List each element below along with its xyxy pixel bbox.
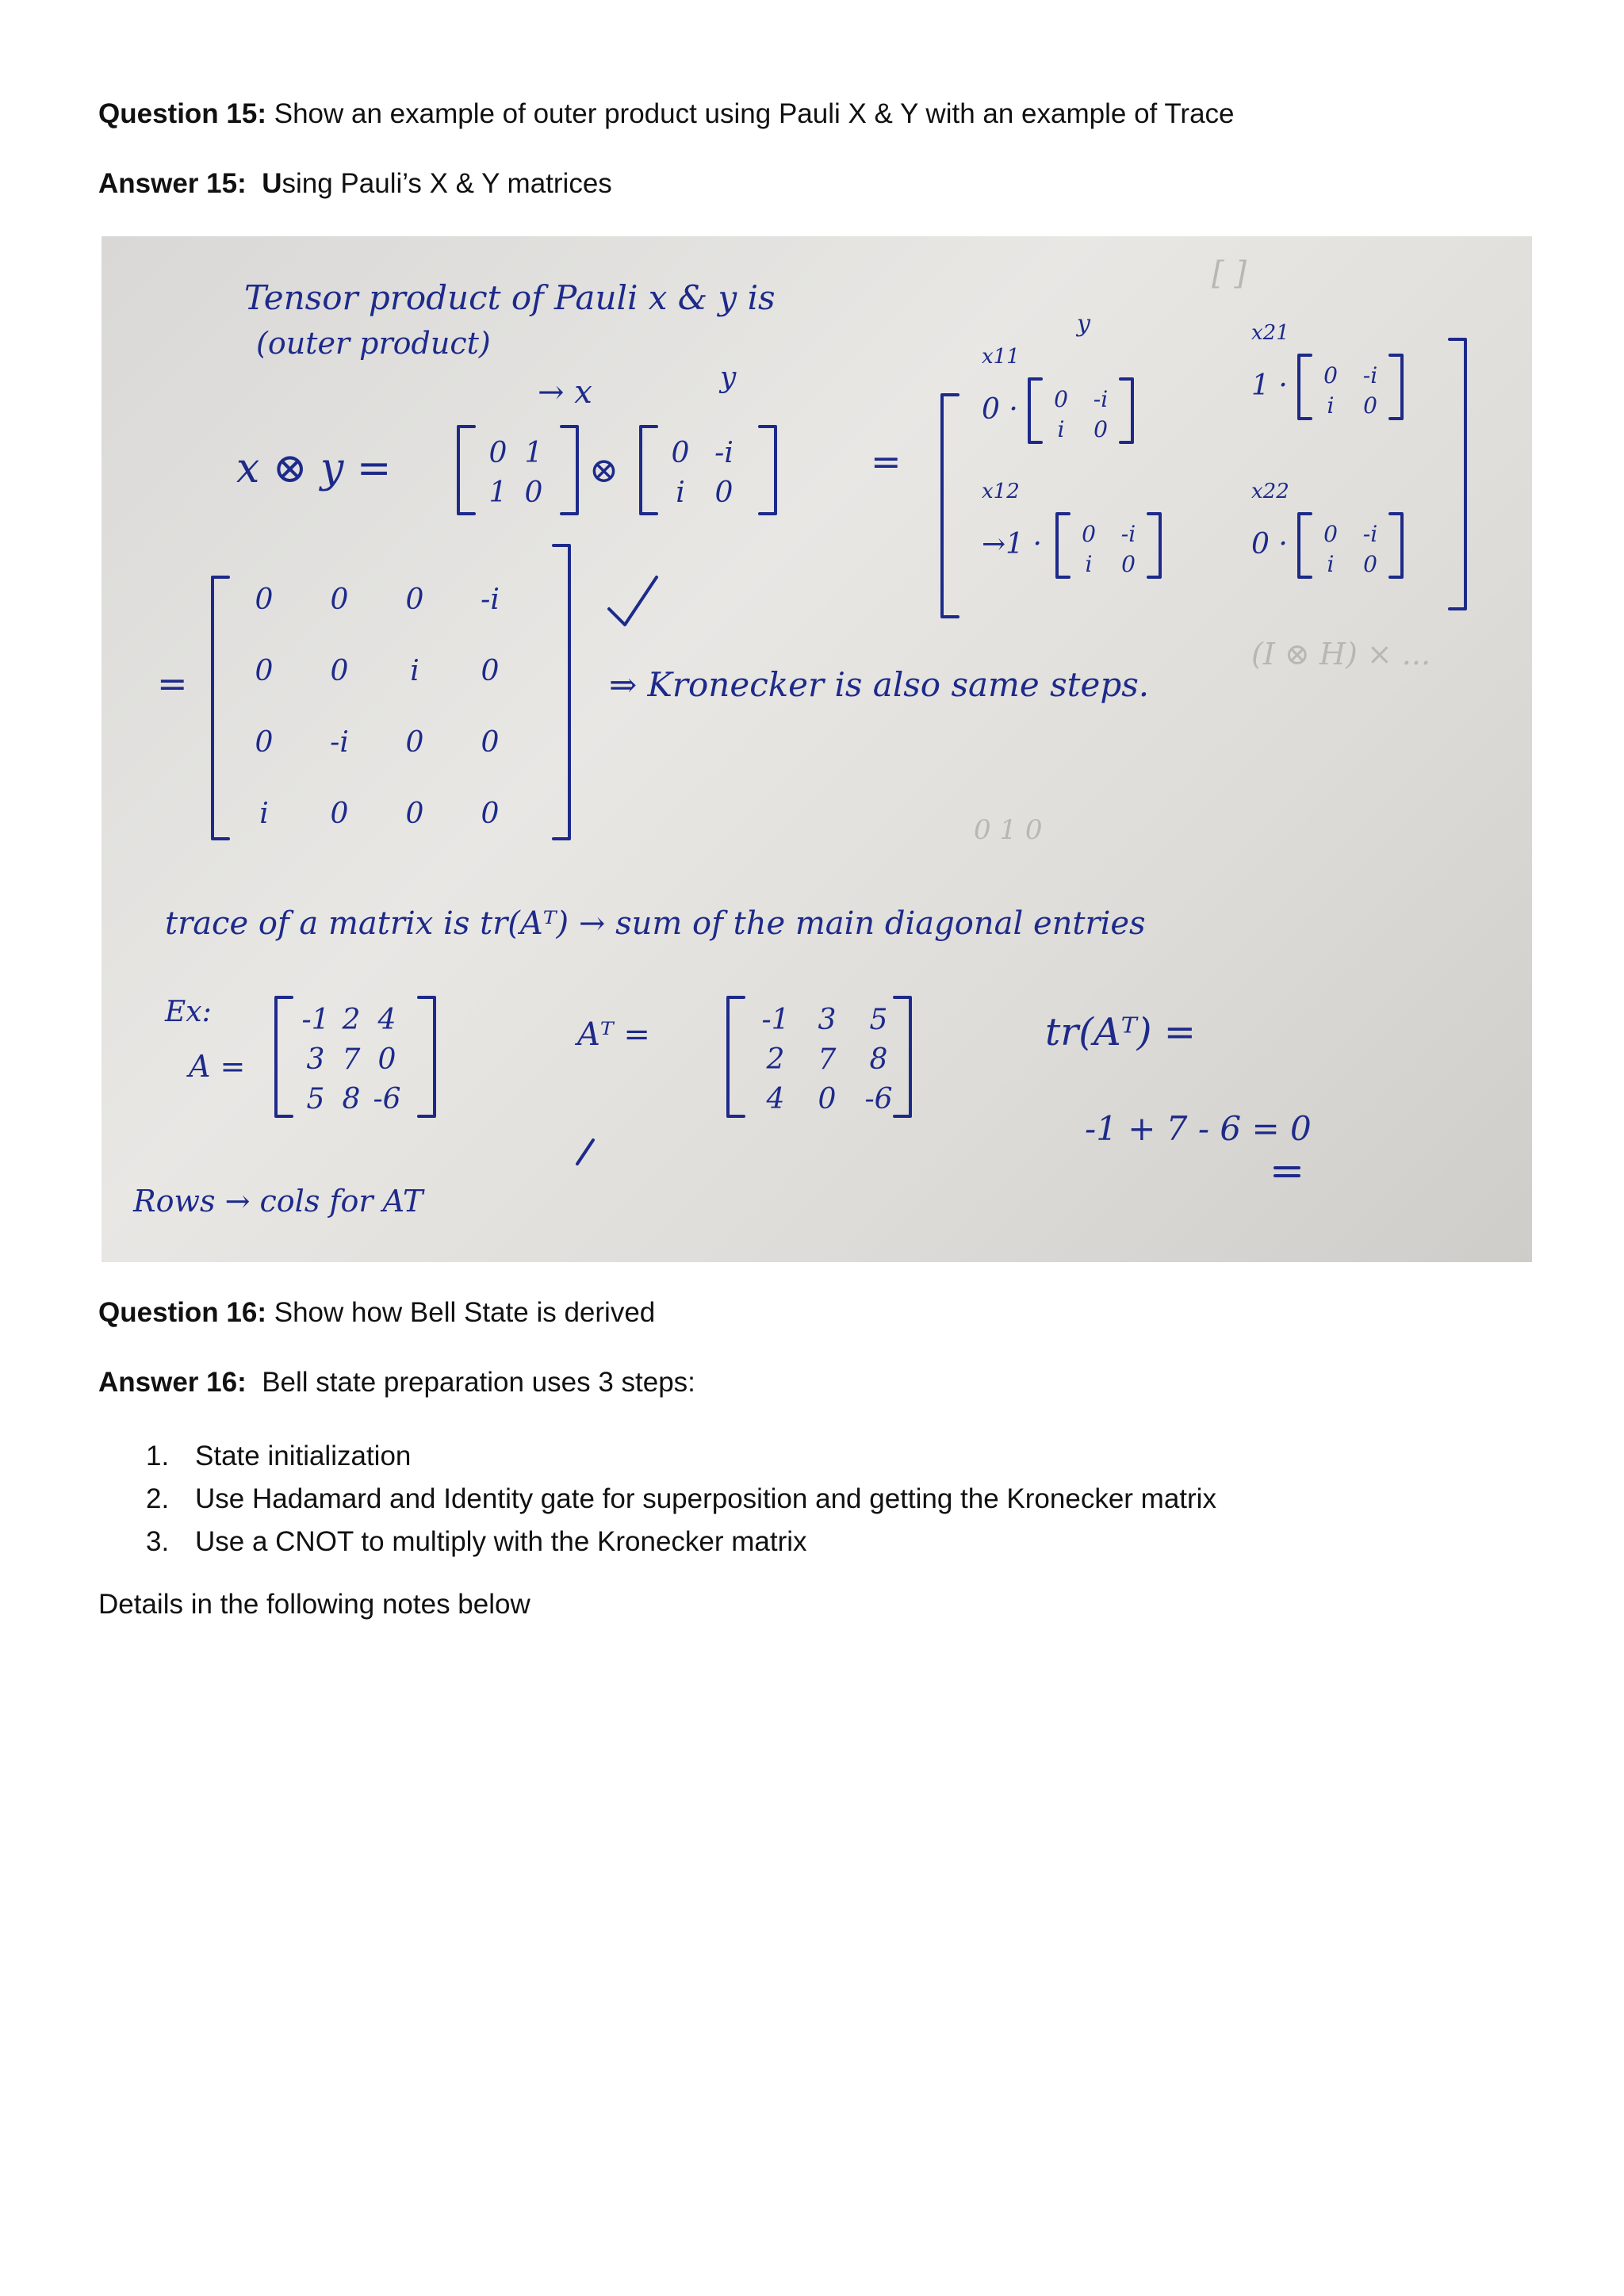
matrix-cell: 0 — [818, 1083, 837, 1115]
list-item — [146, 1521, 1216, 1563]
matrix-cell: -i — [481, 584, 500, 616]
matrix-cell: -6 — [373, 1083, 401, 1115]
matrix-a-label: A = — [189, 1049, 246, 1084]
matrix-cell: 0 — [524, 476, 543, 509]
matrix-cell: i — [1085, 551, 1093, 577]
matrix-at-bracket-left — [728, 997, 744, 1116]
note-heading-line2: (outer product) — [256, 326, 491, 361]
bell-state-steps — [146, 1435, 1216, 1563]
ghost-mark: [ ] — [1212, 255, 1247, 292]
matrix-cell: -1 — [301, 1004, 330, 1036]
matrix-cell: 0 — [1323, 521, 1338, 547]
step-text: Use a CNOT to multiply with the Kronecker matrix — [195, 1526, 807, 1557]
matrix-cell: -i — [330, 726, 349, 759]
label-y: y — [720, 362, 737, 394]
question-15 — [98, 97, 1235, 132]
matrix-cell: -i — [714, 437, 733, 469]
pauli-x-matrix — [489, 437, 543, 509]
matrix-cell: -i — [1362, 521, 1378, 547]
matrix-cell: -6 — [864, 1083, 893, 1115]
matrix-cell: 0 — [671, 437, 690, 469]
tensor-symbol: ⊗ — [589, 450, 619, 491]
matrix-cell: 0 — [1121, 551, 1136, 577]
matrix-cell: 3 — [306, 1043, 325, 1076]
matrix-cell: 4 — [377, 1004, 396, 1036]
note-heading-line1: Tensor product of Pauli x & y is — [244, 278, 776, 317]
matrix-cell: 7 — [818, 1043, 837, 1076]
matrix-cell: 0 — [377, 1043, 396, 1076]
matrix-cell: 0 — [481, 798, 500, 830]
matrix-cell: 1 — [488, 476, 508, 509]
answer-15-initial: U — [262, 168, 282, 199]
matrix-cell: 3 — [818, 1004, 837, 1036]
pauli-x-bracket-right — [561, 427, 577, 514]
matrix-cell: 0 — [481, 655, 500, 687]
answer-16-text: Bell state preparation uses 3 steps: — [262, 1367, 695, 1398]
pauli-y-matrix — [672, 437, 733, 509]
block-bracket-right — [1450, 339, 1465, 609]
matrix-cell: 0 — [255, 655, 274, 687]
kronecker-equation: x ⊗ y = — [236, 445, 392, 492]
label-x: → x — [538, 374, 592, 411]
pauli-y-bracket-right — [760, 427, 776, 514]
matrix-cell: 0 — [405, 726, 424, 759]
block-label: x21 — [1251, 321, 1289, 345]
ghost-mark: 0 1 0 — [974, 814, 1043, 846]
trace-definition: trace of a matrix is tr(Aᵀ) → sum of the main diagonal entries — [165, 905, 1146, 942]
matrix-cell: 0 — [481, 726, 500, 759]
block-matrix — [982, 321, 1402, 577]
matrix-cell: i — [259, 798, 269, 830]
step-text: Use Hadamard and Identity gate for superposition and getting the Kronecker matrix — [195, 1483, 1216, 1514]
matrix-cell: i — [1057, 416, 1065, 442]
block-bracket — [1299, 355, 1402, 419]
matrix-a-bracket-right — [419, 997, 435, 1116]
matrix-cell: i — [676, 476, 685, 509]
matrix-cell: 0 — [330, 655, 349, 687]
ghost-mark: (I ⊗ H) × ... — [1251, 637, 1431, 672]
block-col-label: y — [1077, 310, 1090, 338]
step-number: 3. — [146, 1526, 170, 1557]
matrix-cell: -i — [1093, 386, 1109, 412]
matrix-cell: 5 — [306, 1083, 325, 1115]
handwritten-notes-photo — [102, 236, 1532, 1262]
matrix-cell: 8 — [869, 1043, 888, 1076]
arrow-stroke — [577, 1140, 593, 1164]
matrix-cell: 0 — [405, 584, 424, 616]
handwritten-notes-drawing — [102, 236, 1532, 1262]
question-16 — [98, 1295, 655, 1330]
matrix-cell: 0 — [330, 798, 349, 830]
list-item — [146, 1435, 1216, 1478]
pauli-x-bracket-left — [458, 427, 474, 514]
kronecker-note: ⇒ Kronecker is also same steps. — [609, 665, 1150, 704]
matrix-cell: 7 — [342, 1043, 361, 1076]
matrix-cell: 0 — [1054, 386, 1068, 412]
matrix-at-label: Aᵀ = — [577, 1016, 650, 1053]
matrix-cell: 5 — [869, 1004, 888, 1036]
matrix-cell: 2 — [766, 1043, 785, 1076]
block-coefficient: →1 · — [982, 528, 1042, 561]
matrix-cell: 0 — [1323, 362, 1338, 388]
step-number: 2. — [146, 1483, 170, 1514]
equals-sign: = — [871, 440, 902, 483]
matrix-cell: i — [410, 655, 419, 687]
answer-15-label: Answer 15: — [98, 168, 247, 199]
matrix-cell: 0 — [1094, 416, 1108, 442]
question-15-text: Show an example of outer product using Pauli X & Y with an example of Trace — [274, 98, 1235, 129]
block-label: x12 — [982, 480, 1020, 503]
trace-result: -1 + 7 - 6 = 0 — [1085, 1109, 1312, 1148]
matrix-at-bracket-right — [894, 997, 910, 1116]
answer-16 — [98, 1365, 695, 1400]
matrix-cell: 0 — [1082, 521, 1096, 547]
matrix-cell: -i — [1362, 362, 1378, 388]
block-coefficient: 0 · — [1251, 528, 1288, 561]
block-bracket-left — [942, 395, 958, 617]
block-coefficient: 1 · — [1251, 369, 1288, 402]
matrix-cell: 8 — [342, 1083, 361, 1115]
matrix-a — [301, 1004, 400, 1115]
block-bracket — [1057, 514, 1160, 577]
matrix-cell: 2 — [342, 1004, 361, 1036]
matrix-cell: -1 — [761, 1004, 790, 1036]
matrix-cell: 0 — [255, 726, 274, 759]
details-note: Details in the following notes below — [98, 1589, 530, 1620]
rows-cols-note: Rows → cols for AT — [133, 1184, 423, 1219]
block-coefficient: 0 · — [982, 393, 1018, 426]
question-16-text: Show how Bell State is derived — [274, 1297, 656, 1328]
matrix-cell: 0 — [714, 476, 733, 509]
result-equals: = — [157, 662, 188, 705]
block-bracket — [1299, 514, 1402, 577]
list-item — [146, 1478, 1216, 1521]
result-bracket-right — [553, 545, 569, 839]
matrix-cell: -i — [1120, 521, 1136, 547]
answer-16-label: Answer 16: — [98, 1367, 247, 1398]
pauli-y-bracket-left — [641, 427, 657, 514]
answer-15 — [98, 166, 612, 201]
step-number: 1. — [146, 1441, 170, 1471]
check-mark — [609, 577, 657, 625]
block-bracket — [1029, 379, 1132, 442]
matrix-cell: 0 — [405, 798, 424, 830]
matrix-cell: 4 — [766, 1083, 785, 1115]
answer-15-text: sing Pauli’s X & Y matrices — [282, 168, 612, 199]
question-16-label: Question 16: — [98, 1297, 266, 1328]
matrix-a-transpose — [761, 1004, 892, 1115]
example-label: Ex: — [165, 996, 212, 1028]
result-bracket-left — [213, 577, 228, 839]
trace-label: tr(Aᵀ) = — [1045, 1010, 1196, 1054]
matrix-cell: i — [1327, 551, 1335, 577]
question-15-label: Question 15: — [98, 98, 266, 129]
result-matrix — [255, 584, 500, 830]
matrix-a-bracket-left — [276, 997, 292, 1116]
matrix-cell: 0 — [255, 584, 274, 616]
matrix-cell: 0 — [1363, 551, 1377, 577]
matrix-cell: 0 — [488, 437, 508, 469]
matrix-cell: 0 — [330, 584, 349, 616]
step-text: State initialization — [195, 1441, 412, 1471]
block-label: x22 — [1251, 480, 1289, 503]
matrix-cell: 1 — [524, 437, 543, 469]
matrix-cell: i — [1327, 392, 1335, 419]
matrix-cell: 0 — [1363, 392, 1377, 419]
block-label: x11 — [982, 345, 1020, 369]
